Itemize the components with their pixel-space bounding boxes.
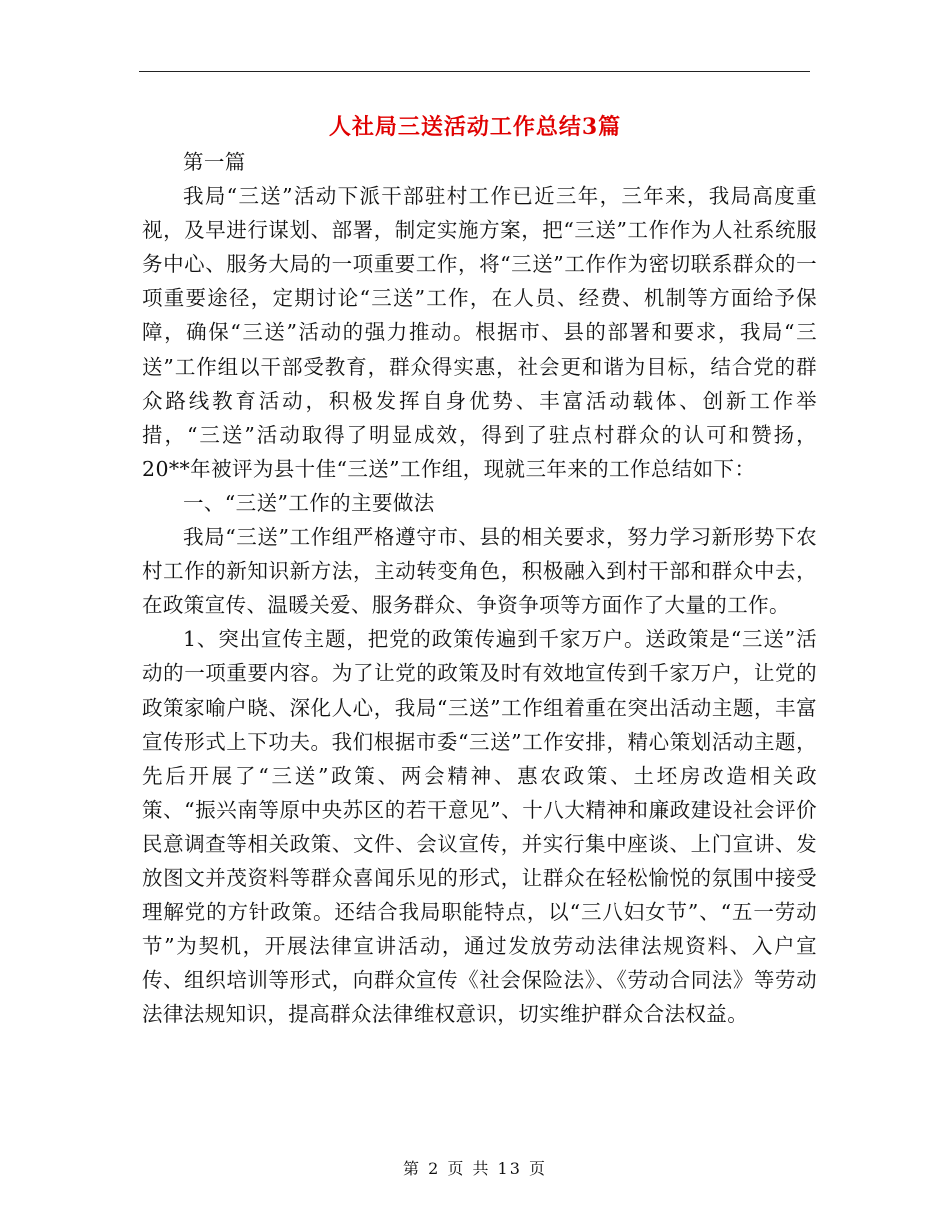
header-rule bbox=[139, 71, 810, 72]
page-footer: 第 2 页 共 13 页 bbox=[403, 1159, 547, 1178]
paragraph-policy-promotion: 1、突出宣传主题，把党的政策传遍到千家万户。送政策是“三送”活动的一项重要内容。为了让党的政策及时有效地宣传到千家万户，让党的政策家喻户晓、深化人心，我局“三送”工作组着重在突出活动主题，丰富宣传形式上下功夫。我们根据市委“三送”工作安排，精心策划活动主题，先后开展了“三送”政策、两会精神、惠农政策、土坯房改造相关政策、“振兴南等原中央苏区的若干意见”、十八大精神和廉政建设社会评价民意调查等相关政策、文件、会议宣传，并实行集中座谈、上门宣讲、发放图文并茂资料等群众喜闻乐见的形式，让群众在轻松愉悦的氛围中接受理解党的方针政策。还结合我局职能特点，以“三八妇女节”、“五一劳动节”为契机，开展法律宣讲活动，通过发放劳动法律法规资料、入户宣传、组织培训等形式，向群众宣传《社会保险法》、《劳动合同法》等劳动法律法规知识，提高群众法律维权意识，切实维护群众合法权益。 bbox=[142, 627, 817, 1027]
paragraph-practices: 我局“三送”工作组严格遵守市、县的相关要求，努力学习新形势下农村工作的新知识新方法，主动转变角色，积极融入到村干部和群众中去，在政策宣传、温暖关爱、服务群众、争资争项等方面作了大量的工作。 bbox=[142, 525, 817, 618]
section-heading-practices: 一、“三送”工作的主要做法 bbox=[183, 490, 435, 515]
document-title: 人社局三送活动工作总结3篇 bbox=[328, 114, 622, 140]
paragraph-intro: 我局“三送”活动下派干部驻村工作已近三年，三年来，我局高度重视，及早进行谋划、部署，制定实施方案，把“三送”工作作为人社系统服务中心、服务大局的一项重要工作，将“三送”工作作为密切联系群众的一项重要途径，定期讨论“三送”工作，在人员、经费、机制等方面给予保障，确保“三送”活动的强力推动。根据市、县的部署和要求，我局“三送”工作组以干部受教育，群众得实惠，社会更和谐为目标，结合党的群众路线教育活动，积极发挥自身优势、丰富活动载体、创新工作举措，“三送”活动取得了明显成效，得到了驻点村群众的认可和赞扬，20**年被评为县十佳“三送”工作组，现就三年来的工作总结如下： bbox=[142, 184, 817, 481]
document-body bbox=[142, 145, 817, 1031]
section-heading-first: 第一篇 bbox=[183, 150, 246, 174]
